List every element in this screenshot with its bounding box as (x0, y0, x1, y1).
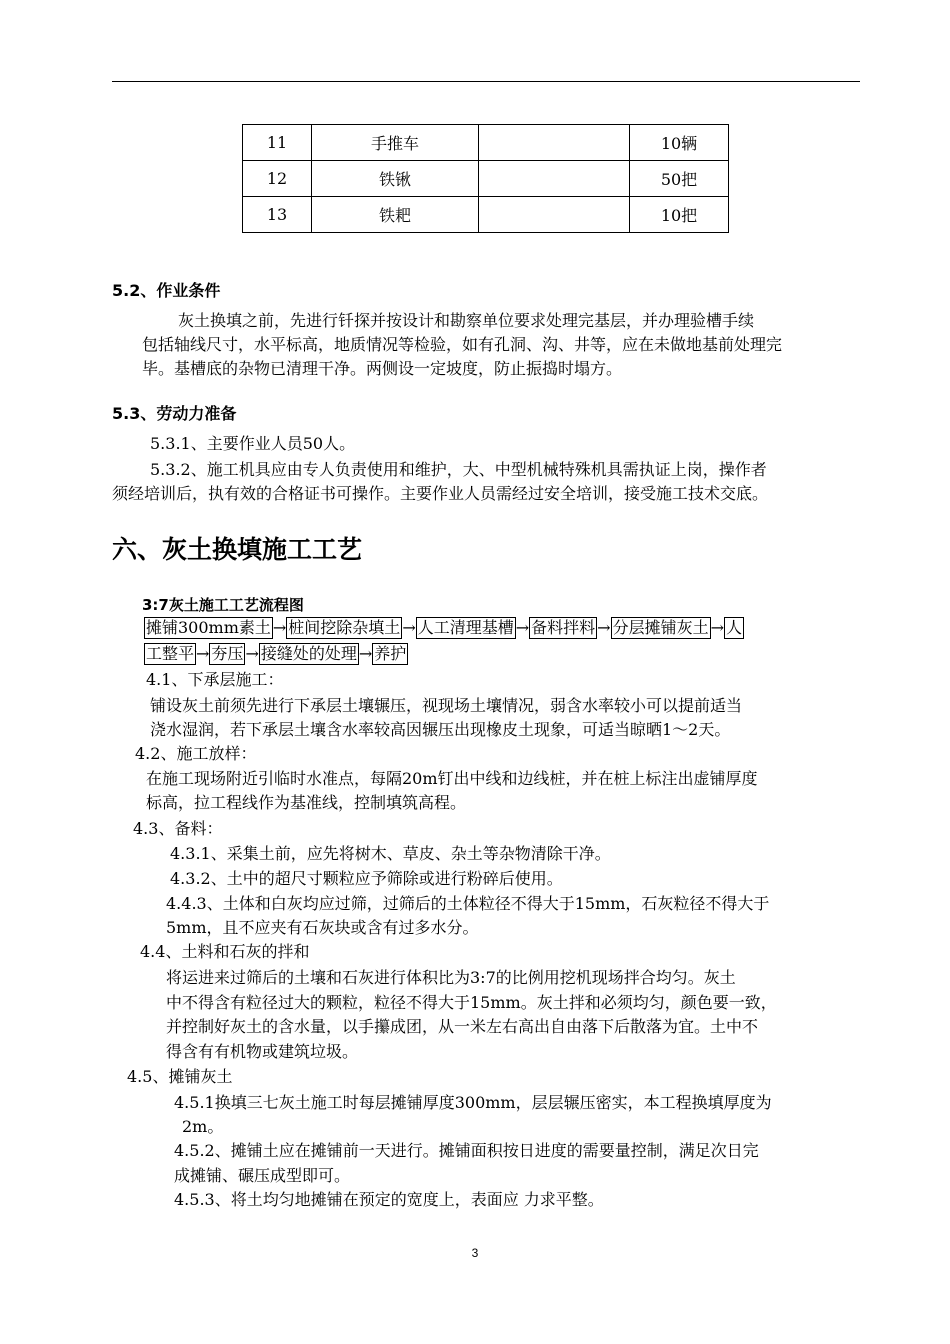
paragraph-line: 中不得含有粒径过大的颗粒，粒径不得大于15mm。灰土拌和必须均匀，颜色要一致， (166, 993, 777, 1012)
flow-step: 人 (725, 618, 742, 637)
table-row (243, 161, 729, 197)
paragraph-line: 4.5.2、摊铺土应在摊铺前一天进行。摊铺面积按日进度的需要量控制，满足次日完 (174, 1141, 759, 1160)
arrow-icon: → (358, 644, 373, 663)
paragraph-line: 2m。 (182, 1117, 224, 1136)
flow-chart-title: 3:7灰土施工工艺流程图 (142, 596, 304, 614)
table-row (243, 125, 729, 161)
tool-quantity: 50把 (630, 161, 729, 197)
tool-name: 手推车 (312, 125, 479, 161)
tools-table (242, 124, 729, 233)
flow-step: 备料拌料 (531, 618, 596, 637)
arrow-icon: → (196, 644, 210, 663)
arrow-icon: → (597, 618, 611, 637)
paragraph-line: 5.3.2、施工机具应由专人负责使用和维护，大、中型机械特殊机具需执证上岗，操作者 (150, 460, 767, 479)
arrow-icon: → (402, 618, 416, 637)
paragraph-line: 标高，拉工程线作为基准线，控制填筑高程。 (146, 793, 467, 812)
flow-step: 工整平 (146, 644, 195, 663)
paragraph-line: 4.5.3、将土均匀地摊铺在预定的宽度上，表面应 力求平整。 (174, 1190, 604, 1209)
flow-step: 桩间挖除杂填土 (288, 618, 401, 637)
subsection-4-3-heading: 4.3、备料： (133, 819, 223, 838)
paragraph-line: 5.3.1、主要作业人员50人。 (150, 434, 356, 453)
subsection-4-4-heading: 4.4、土料和石灰的拌和 (140, 942, 310, 961)
page-number: 3 (471, 1246, 479, 1260)
flow-step: 摊铺300mm素土 (146, 618, 271, 637)
paragraph-line: 包括轴线尺寸，水平标高，地质情况等检验，如有孔洞、沟、井等，应在未做地基前处理完 (142, 335, 783, 354)
flow-row-1 (144, 617, 744, 639)
paragraph-line: 4.4.3、土体和白灰均应过筛，过筛后的土体粒径不得大于15mm，石灰粒径不得大于 (166, 894, 770, 913)
row-number: 12 (243, 161, 312, 197)
paragraph-line: 得含有有机物或建筑垃圾。 (166, 1042, 359, 1061)
arrow-icon: → (272, 618, 287, 637)
header-rule (112, 81, 860, 82)
row-number: 11 (243, 125, 312, 161)
section-5-3-heading: 5.3、劳动力准备 (112, 404, 237, 423)
section-5-2-heading: 5.2、作业条件 (112, 281, 221, 300)
paragraph-line: 并控制好灰土的含水量，以手攥成团，从一米左右高出自由落下后散落为宜。土中不 (166, 1017, 759, 1036)
paragraph-line: 铺设灰土前须先进行下承层土壤辗压，视现场土壤情况，弱含水率较小可以提前适当 (150, 696, 743, 715)
tool-spec (479, 125, 630, 161)
tool-quantity: 10把 (630, 197, 729, 233)
arrow-icon: → (515, 618, 530, 637)
tool-spec (479, 197, 630, 233)
paragraph-line: 4.3.1、采集土前，应先将树木、草皮、杂土等杂物清除干净。 (170, 844, 611, 863)
paragraph-line: 4.3.2、土中的超尺寸颗粒应予筛除或进行粉碎后使用。 (170, 869, 563, 888)
subsection-4-1-heading: 4.1、下承层施工： (146, 670, 284, 689)
flow-step: 夯压 (211, 644, 244, 663)
paragraph-line: 毕。基槽底的杂物已清理干净。两侧设一定坡度，防止振捣时塌方。 (142, 359, 623, 378)
arrow-icon: → (245, 644, 259, 663)
row-number: 13 (243, 197, 312, 233)
flow-step: 养护 (374, 644, 407, 663)
paragraph-line: 浇水湿润，若下承层土壤含水率较高因辗压出现橡皮土现象，可适当晾晒1～2天。 (150, 720, 731, 739)
paragraph-line: 成摊铺、碾压成型即可。 (174, 1166, 351, 1185)
flow-row-2 (144, 643, 408, 665)
tool-quantity: 10辆 (630, 125, 729, 161)
table-row (243, 197, 729, 233)
flow-step: 接缝处的处理 (260, 644, 357, 663)
subsection-4-5-heading: 4.5、摊铺灰土 (127, 1067, 233, 1086)
paragraph-line: 5mm，且不应夹有石灰块或含有过多水分。 (166, 918, 479, 937)
chapter-6-heading: 六、灰土换填施工工艺 (112, 535, 363, 564)
tool-name: 铁耙 (312, 197, 479, 233)
arrow-icon: → (710, 618, 724, 637)
subsection-4-2-heading: 4.2、施工放样： (135, 744, 257, 763)
tool-name: 铁锹 (312, 161, 479, 197)
paragraph-line: 在施工现场附近引临时水准点，每隔20m钉出中线和边线桩，并在桩上标注出虚铺厚度 (146, 769, 758, 788)
paragraph-line: 4.5.1换填三七灰土施工时每层摊铺厚度300mm，层层辗压密实，本工程换填厚度为 (174, 1093, 772, 1112)
paragraph-line: 将运进来过筛后的土壤和石灰进行体积比为3:7的比例用挖机现场拌合均匀。灰土 (166, 968, 736, 987)
flow-step: 分层摊铺灰土 (612, 618, 709, 637)
paragraph-line: 灰土换填之前，先进行钎探并按设计和勘察单位要求处理完基层，并办理验槽手续 (178, 311, 755, 330)
tool-spec (479, 161, 630, 197)
flow-step: 人工清理基槽 (417, 618, 514, 637)
paragraph-line: 须经培训后，执有效的合格证书可操作。主要作业人员需经过安全培训，接受施工技术交底。 (112, 484, 769, 503)
